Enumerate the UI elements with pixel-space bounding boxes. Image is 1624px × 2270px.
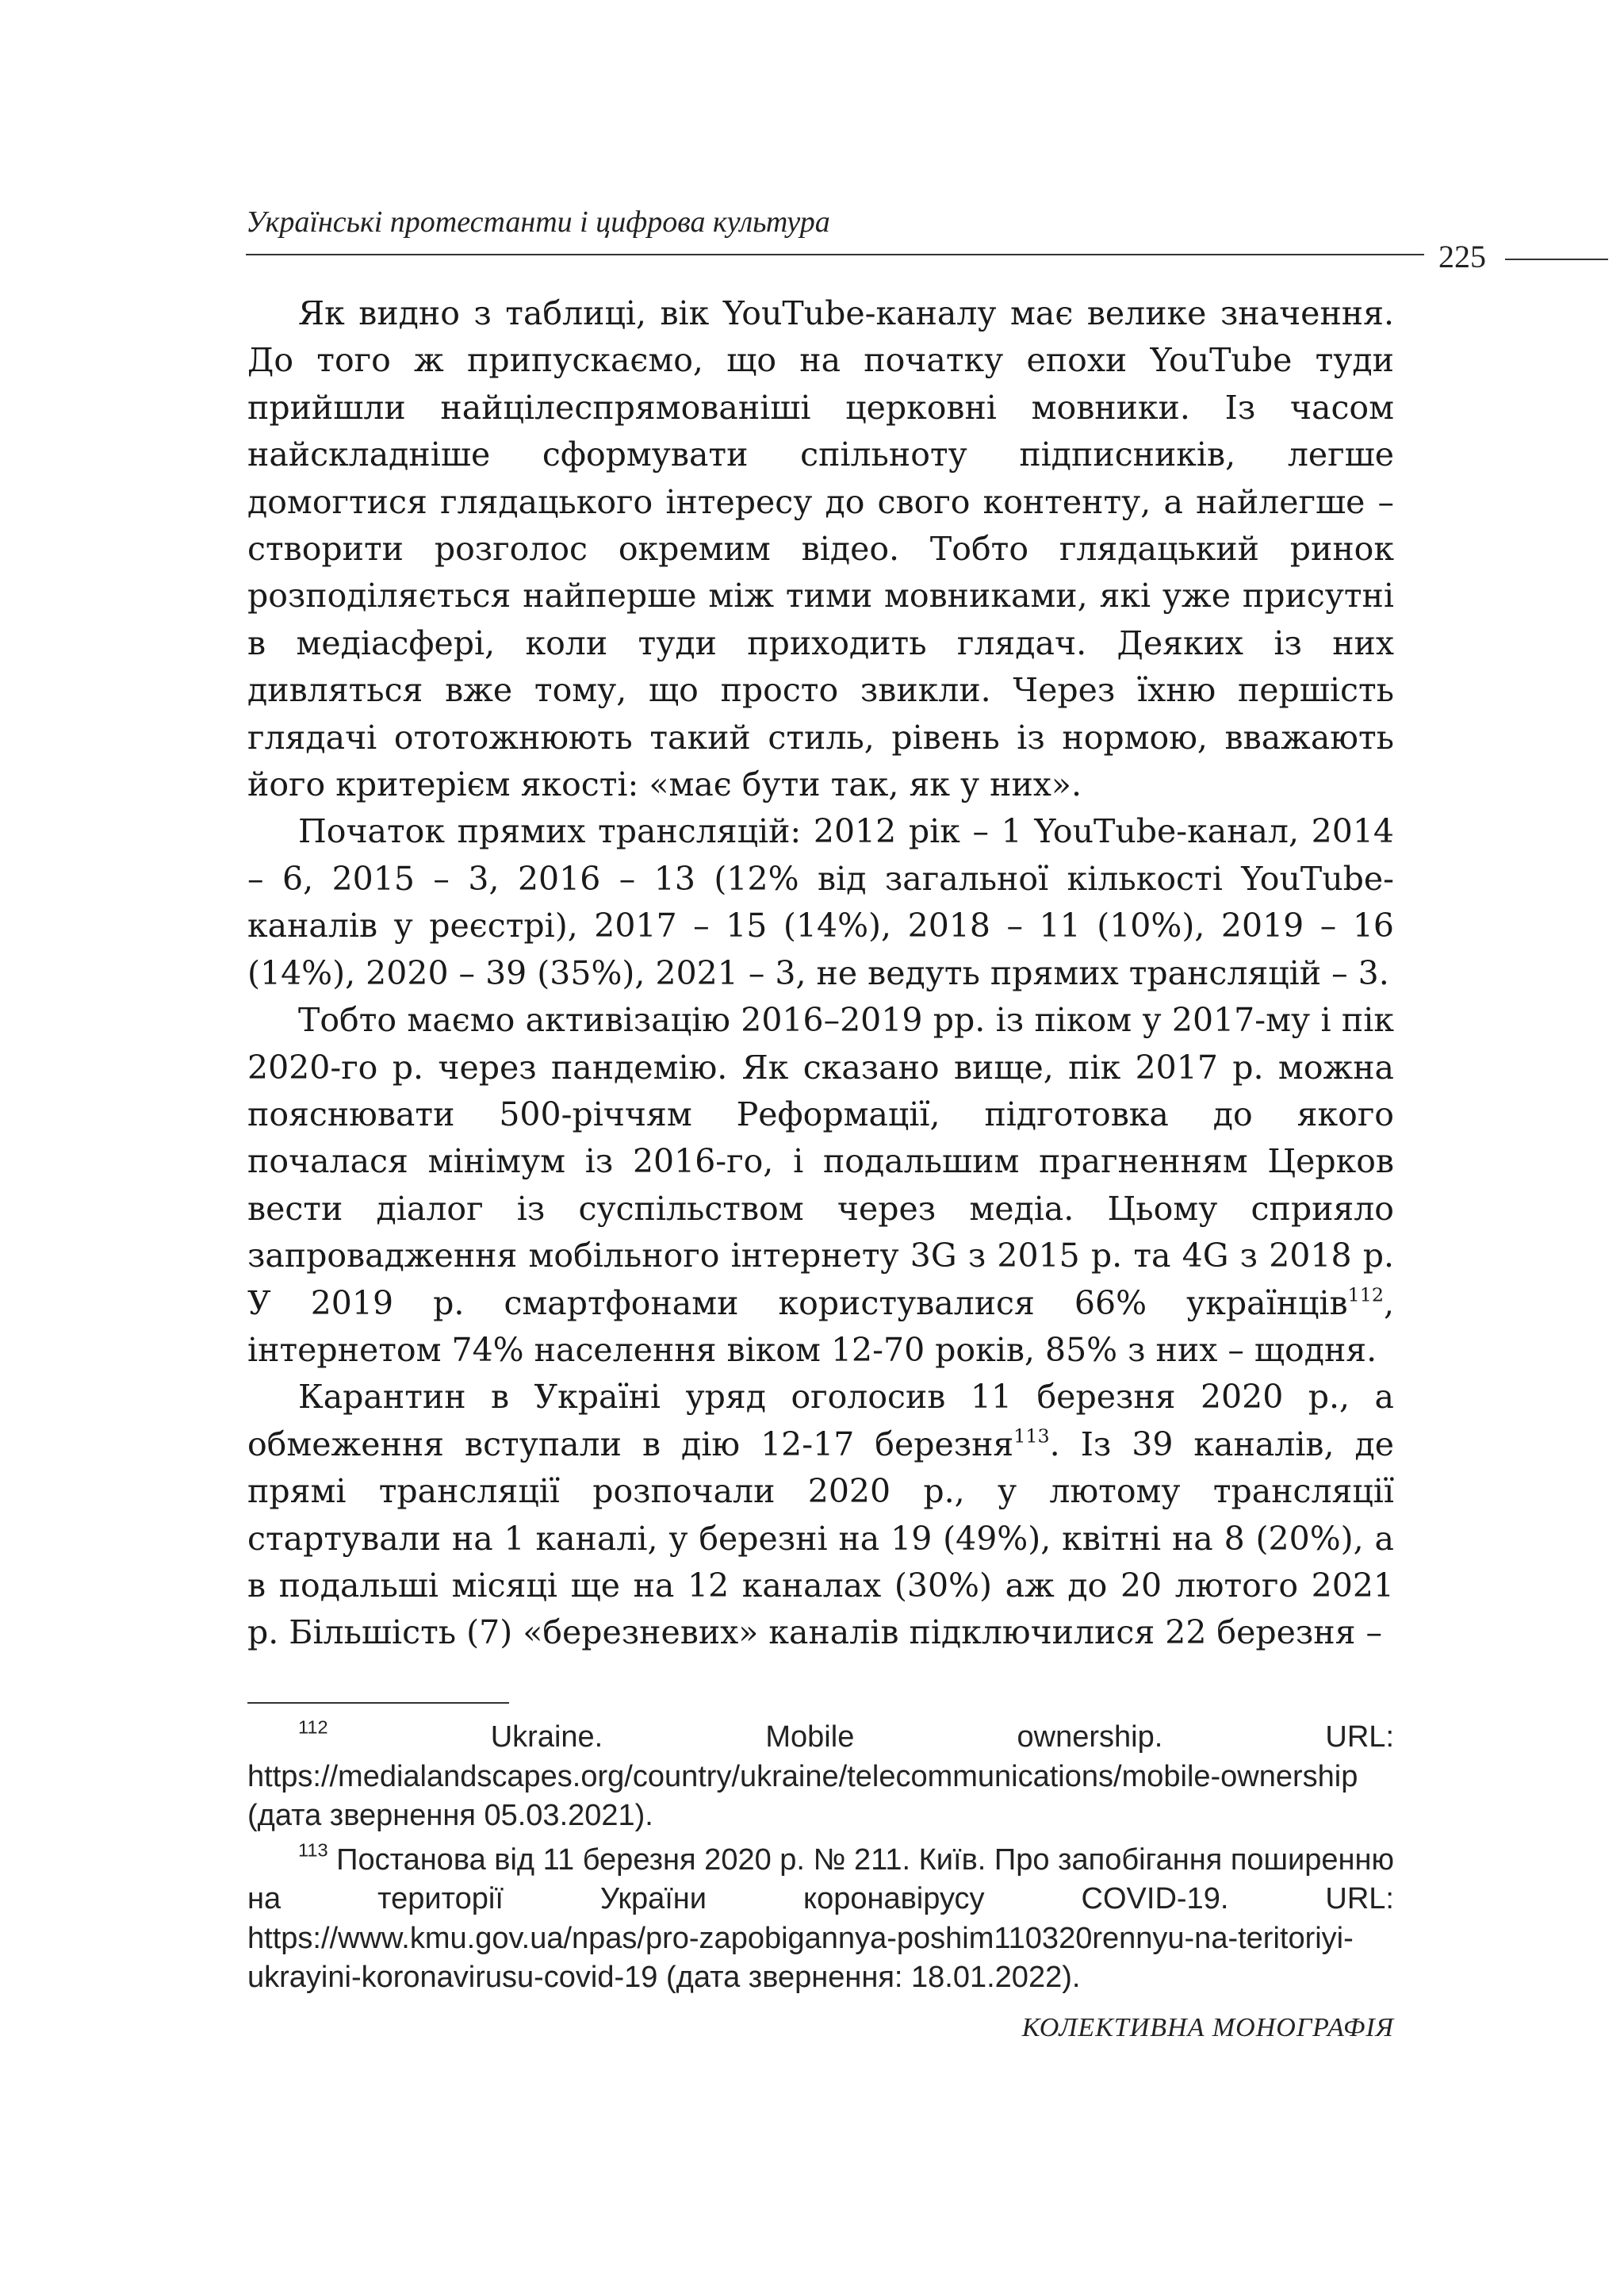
footnote-rule bbox=[247, 1702, 509, 1704]
footnote-ref-113[interactable]: 113 bbox=[1013, 1425, 1050, 1448]
footnote-number: 113 bbox=[298, 1839, 328, 1861]
paragraph-text: Тобто маємо активізацію 2016–2019 рр. із піком у 2017-му і пік 2020-го р. через пандемію. Як сказано вище, пік 2017 р. можна пояснювати 500-річчям Реформації, підготовка до якого почалася мінімум із 2016-го, і подальшим прагненням Церков вести діалог із суспільством через медіа. Цьому сприяло запровадження мобільного інтернету 3G з 2015 р. та 4G з 2018 р. У 2019 р. смартфонами користувалися 66% українців bbox=[247, 1001, 1394, 1322]
page-footer: КОЛЕКТИВНА МОНОГРАФІЯ bbox=[1021, 2013, 1394, 2042]
running-head: Українські протестанти і цифрова культура bbox=[246, 205, 830, 239]
page-number-rule bbox=[1505, 259, 1608, 260]
footnotes bbox=[247, 1718, 1394, 2003]
paragraph-text: , інтернетом 74% населення віком 12-70 років, 85% з них – щодня. bbox=[247, 1283, 1394, 1369]
footnote-ref-112[interactable]: 112 bbox=[1347, 1283, 1384, 1306]
footnote-text: Ukraine. Mobile ownership. URL: https://medialandscapes.org/country/ukraine/telecommunications/mobile-ownership (дата звернення 05.03.2021). bbox=[247, 1720, 1394, 1832]
body-text bbox=[247, 290, 1394, 1657]
paragraph-1 bbox=[247, 290, 1394, 808]
paragraph-text: Як видно з таблиці, вік YouTube-каналу має велике значення. До того ж припускаємо, що на початку епохи YouTube туди прийшли найцілеспрямованіші церковні мовники. Із часом найскладніше сформувати спільноту підписників, легше домогтися глядацького інтересу до свого контенту, а найлегше – створити розголос окремим відео. Тобто глядацький ринок розподіляється найперше між тими мовниками, які уже присутні в медіасфері, коли туди приходить глядач. Деяких із них дивляться вже тому, що просто звикли. Через їхню першість глядачі ототожнюють такий стиль, рівень із нормою, вважають його критерієм якості: «має бути так, як у них». bbox=[247, 294, 1394, 804]
paragraph-4 bbox=[247, 1374, 1394, 1656]
paragraph-text: . Із 39 каналів, де прямі трансляції розпочали 2020 р., у лютому трансляції стартували на 1 каналі, у березні на 19 (49%), квітні на 8 (20%), а в подальші місяці ще на 12 каналах (30%) аж до 20 лютого 2021 р. Більшість (7) «березневих» каналів підключилися 22 березня – bbox=[247, 1425, 1394, 1652]
paragraph-3 bbox=[247, 997, 1394, 1374]
paragraph-2 bbox=[247, 808, 1394, 997]
paragraph-text: Карантин в Україні уряд оголосив 11 березня 2020 р., а обмеження вступали в дію 12-17 березня bbox=[247, 1378, 1394, 1463]
page-number: 225 bbox=[1438, 239, 1486, 274]
footnote-text: Постанова від 11 березня 2020 р. № 211. Київ. Про запобігання поширенню на території України коронавірусу COVID-19. URL: https://www.kmu.gov.ua/npas/pro-zapobigannya-poshim110320rennyu-na-teritoriyi-ukrayini-koronavirusu-covid-19 (дата звернення: 18.01.2022). bbox=[247, 1842, 1395, 1994]
header-rule bbox=[246, 254, 1424, 255]
footnote-112 bbox=[247, 1718, 1394, 1836]
paragraph-text: Початок прямих трансляцій: 2012 рік – 1 YouTube-канал, 2014 – 6, 2015 – 3, 2016 – 13 (12% від загальної кількості YouTube-каналів у реєстрі), 2017 – 15 (14%), 2018 – 11 (10%), 2019 – 16 (14%), 2020 – 39 (35%), 2021 – 3, не ведуть прямих трансляцій – 3. bbox=[247, 812, 1394, 992]
footnote-113 bbox=[247, 1841, 1394, 1998]
footnote-number: 112 bbox=[298, 1716, 328, 1738]
